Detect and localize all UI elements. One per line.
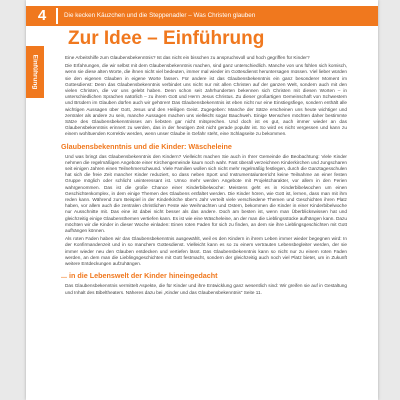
intro-paragraph: Eine Arbeitshilfe zum Glaubensbekenntnis? Ist das nicht ein bisschen zu anspruchsvoll und hoch gegriffen für Kinder? [65,55,310,60]
chapter-number: 4 [37,7,47,24]
section-paragraph: Als roten Faden haben wir das Glaubensbekenntnis ausgewählt, weil es den Kindern in ihrem Leben immer wieder begegnen wird: In der Konfirmandenzeit und in so manchem Gottesdienst. Vielleicht kann es so zu einem vertrauten Lebensbegleiter werden, der sie immer wieder neu den Glauben entdecken und vertiefen lässt. Das Glaubensbekenntnis kann so nicht nur zu einem roten Faden werden, an dem man die Lieblingsgeschichten mit Gott festmacht, sondern der gleichzeitig auch noch viel Platz bietet, um in Zukunft weitere Entdeckungen aufzuhängen. [65,236,347,267]
page-title: Zur Idee – Einführung [68,28,265,49]
section-heading: ... in die Lebenswelt der Kinder hineingedacht [61,271,218,281]
book-page [26,0,378,400]
section-heading: Glaubensbekenntnis und die Kinder: Wäscheleine [61,141,232,151]
running-head: Die kecken Käuzchen und die Steppenadler – Was Christen glauben [64,12,256,19]
page-content [61,28,347,298]
section-paragraph: Und was bringt das Glaubensbekenntnis den Kindern? Vielleicht machen Sie auch in Ihrer Gemeinde die Beobachtung: Viele Kinder nehmen die regelmäßigen Angebote einer Kirchengemeinde kaum noch wahr. Fast überall verzeichnen Kinderkirchen und Jungscharen seit einigen Jahren einen Teilnehmerschwund. Viele Familien wollen sich nicht mehr regelmäßig festlegen, durch die Ganztagesschulen hat sich die freie Zeit mancher Kinder reduziert, so dass neben Sport und Instrumentalunterricht keine Teilnahme an einer festen Gruppe möglich oder schlicht uninteressant ist. Umso mehr werden Angebote mit Projektcharakter, vor allem in den Ferien wahrgenommen. Das ist die große Chance einer Kinderbibelwoche: Meistens geht es in Kinderbibelwochen um einen Geschichtenkomplex, in dem einige Themen des Glaubens entfaltet werden. Die Kinder hören, wie Gott ist, lernen, dass man mit ihm reden kann. Während zum Beispiel in der Kinderkirche über's Jahr verteilt viele verschiedene Themen und Geschichten ihren Platz haben, vor allem auch die zentralen christlichen Feste wie Weihnachten und Ostern, bekommen die Kinder in einer Kinderbibelwoche nur Ausschnitte mit. Das eine ist dabei nicht besser als das andere. Doch am besten ist, wenn man Überblickswissen hat und gleichzeitig einige Glaubensthemen vertiefen kann. Es ist wie eine Wäscheleine, an der man die Lieblingsstücke aufhängen kann. Dazu möchten wir die Kinder in dieser Woche einladen: Einen roten Faden für sich zu finden, an dem sie ihre Lieblingsgeschichten mit Gott aufhängen können. [65,153,347,234]
intro-paragraph: Die Erfahrungen, die wir selbst mit dem Glaubensbekenntnis machen, sind ganz unterschiedlich. Manche von uns fühlen sich komisch, wenn sie diese alten Worte, die ihnen nicht viel bedeuten, immer mal wieder im Gottesdienst heruntersagen müssen. Viel lieber würden sie den eigenen Glauben in eigene Worte fassen. Für andere ist das Glaubensbekenntnis ein ganz besonderer Moment im Gottesdienst: Denn das Glaubensbekenntnis verbindet uns nicht nur mit allen Christen auf der ganzen Welt, sondern auch mit den vielen Christen, die vor uns gelebt haben. Denn schon seit Jahrhunderten bekennen sich Christen mit diesen Worten – in unterschiedlichen Sprachen natürlich – zu ihrem Gott und Herrn Jesus Christus. Zu dieser großartigen Gemeinschaft von Schwestern und Brüdern im Glauben dürfen auch wir gehören! Das Glaubensbekenntnis ist eben nicht nur eine Einstiegsfiege, sondern enthält alle wichtigen Aussagen über Gott, Jesus und den Heiligen Geist. Zugegeben: Manche der Sätze erscheinen uns heute wichtiger und zentraler als andere zu sein, manche Aussagen machen uns vielleicht sogar Bauchweh. Einige Menschen möchten daher bestimmte Sätze des Glaubensbekenntnisses am liebsten gar nicht mitsprechen. Und doch ist es gut, auch immer wieder an das Glaubensbekenntnis erinnert zu werden, das in der heutigen Zeit nicht gerade populär ist. So wird es nicht vergessen und kann zu einem wohltuenden Korrektiv werden, wenn unser Glaube in Gefahr steht, eine Schlagseite zu bekommen. [65,63,347,137]
side-tab [26,46,44,98]
side-tab-label: Einführung [31,54,39,90]
section-paragraph: Das Glaubensbekenntnis vermittelt Aspekte, die für Kinder und ihre Entwicklung ganz wesentlich sind: Wir greifen sie auf in Gestaltung und Inhalt des Bibeltheaters. Näheres dazu bei „Kinder und das Glaubensbekenntnis“ Seite 11. [65,283,347,295]
page-header-bar [26,6,378,26]
header-divider [56,8,58,24]
